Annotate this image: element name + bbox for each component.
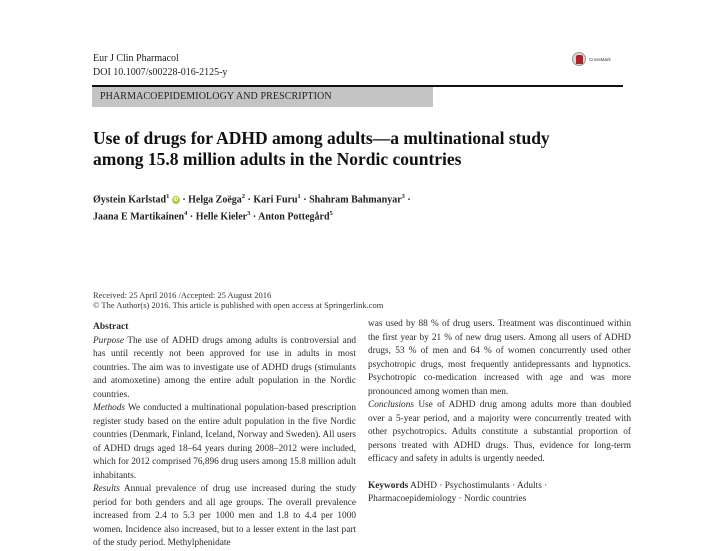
section-label: PHARMACOEPIDEMIOLOGY AND PRESCRIPTION [100,91,332,102]
crossmark-badge[interactable] [572,52,611,66]
separator: · [300,194,310,206]
author-list [93,190,433,225]
affiliation-mark: 1 [297,193,301,200]
author[interactable]: Helga Zoëga [188,194,242,206]
author[interactable]: Øystein Karlstad [93,194,167,206]
article-title [93,128,653,170]
keywords [368,480,631,507]
separator: · [250,211,259,223]
abstract-conclusions [368,399,631,467]
received-accepted: Received: 25 April 2016 /Accepted: 25 August 2016 [93,290,272,300]
author[interactable]: Helle Kieler [195,211,248,223]
title-line-2: among 15.8 million adults in the Nordic countries [93,149,462,169]
affiliation-mark: 3 [401,193,405,200]
results-text: Annual prevalence of drug use increased during the study period for both genders and all age groups. The overall prevalence increased from 2.4 to 5.3 per 1000 men and 1.8 to 4.4 per 1000 women. Incidence also increased, but to a lesser extent in the last part of the study period. Methylphenidate [93,484,356,548]
purpose-text: The use of ADHD drugs among adults is controversial and has until recently not been approved for use in adults in most countries. The aim was to investigate use of ADHD drugs (stimulants and atomoxetine) among the entire adult population in the Nordic countries. [93,335,356,400]
author[interactable]: Anton Pottegård [258,211,330,223]
author[interactable]: Shahram Bahmanyar [309,194,402,206]
conclusions-label: Conclusions [368,400,414,410]
methods-text: We conducted a multinational population-based prescription register study based on the entire adult population in the five Nordic countries (Denmark, Finland, Iceland, Norway and Sweden). All users of ADHD drugs aged 18–64 years during 2008–2012 were included, which for 2012 comprised 76,896 drug users among 15.8 million adult inhabitants. [93,403,356,481]
abstract-left-column [93,321,356,551]
abstract-right-column [368,318,631,507]
results-label: Results [93,484,120,494]
results-continued: was used by 88 % of drug users. Treatment was discontinued within the first year by 21 % of new drug users. Among all users of ADHD drugs, 53 % of men and 64 % of women concurrently used other psychotropic drugs, most frequently antidepressants and hypnotics. Psychotropic co-medication increased with age and was more pronounced among women than men. [368,319,631,397]
keywords-label: Keywords [368,480,409,491]
publication-dates [93,290,383,310]
abstract-methods [93,402,356,483]
orcid-icon[interactable]: iD [173,197,179,204]
affiliation-mark: 4 [184,210,188,218]
affiliation-mark: 3 [247,210,251,218]
keywords-text: ADHD · Psychostimulants · Adults · Pharmacoepidemiology · Nordic countries [368,480,548,504]
affiliation-mark: 2 [241,193,246,200]
separator: · [404,194,411,206]
section-bar [92,87,433,107]
author[interactable]: Jaana E Martikainen [93,211,185,223]
abstract-purpose [93,335,356,403]
author[interactable]: Kari Furu [253,194,298,206]
journal-name: Eur J Clin Pharmacol [93,53,179,64]
separator: · [179,194,189,206]
purpose-label: Purpose [93,335,124,346]
journal-header [93,52,227,80]
affiliation-mark: 5 [329,210,333,218]
separator: · [245,194,254,206]
abstract-results [93,483,356,551]
separator: · [187,211,196,223]
abstract-heading: Abstract [93,322,129,332]
copyright-notice: © The Author(s) 2016. This article is published with open access at Springerlink.com [93,300,384,310]
methods-label: Methods [93,403,126,413]
title-line-1: Use of drugs for ADHD among adults—a multinational study [93,128,550,148]
conclusions-text: Use of ADHD drug among adults more than doubled over a 5-year period, and a majority were concurrently treated with other psychotropics. Adults constitute a substantial proportion of persons treated with ADHD drugs. Thus, evidence for long-term efficacy and safety in adults is urgently needed. [368,400,631,464]
crossmark-icon [572,52,586,66]
crossmark-label: CrossMark [589,56,611,62]
doi[interactable]: DOI 10.1007/s00228-016-2125-y [93,67,228,78]
affiliation-mark: 1 [166,193,170,200]
